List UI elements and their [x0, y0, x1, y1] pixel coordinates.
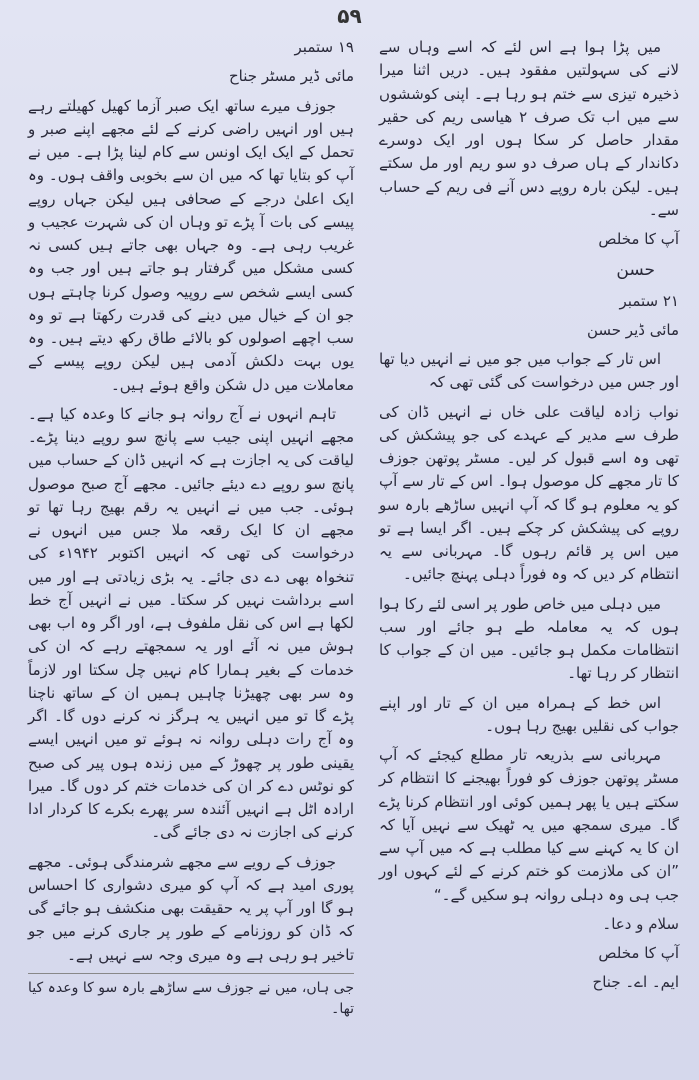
letter-paragraph: میں دہلی میں خاص طور پر اسی لئے رکا ہوا ہوں کہ یہ معاملہ طے ہو جائے اور سب انتظامات مکمل ہو جائیں۔ میں ان کے جواب کا انتظار کر رہا تھا۔	[379, 594, 679, 683]
footnote: جی ہاں، میں نے جوزف سے ساڑھے بارہ سو کا وعدہ کیا تھا۔	[28, 973, 354, 1021]
page-number: ۵۹	[337, 4, 362, 28]
letter-paragraph: تاہم انہوں نے آج روانہ ہو جانے کا وعدہ کیا ہے۔ مجھے انہیں اپنی جیب سے پانچ سو روپے دینا پڑے۔ لیاقت کی یہ اجازت ہے کہ انہیں ڈان کے حساب میں پانچ سو روپے دے دیئے جائیں۔ مجھے آج صبح موصول ہوئی۔ جب میں نے انہیں یہ رقم بھیج رہا تھا تو مجھے ان کا ایک رقعہ ملا جس میں انہوں نے درخواست کی تھی کہ انہیں اکتوبر ۱۹۴۲ء کی تنخواہ بھی دے دی جائے۔ یہ بڑی زیادتی ہے اور میں اسے برداشت نہیں کر سکتا۔ میں نے انہیں آج خط لکھا ہے اس کی نقل ملفوف ہے، اور اگر وہ اب بھی ہوش میں نہ آئے اور یہ سمجھتے رہے کہ ان کی خدمات کے بغیر ہمارا کام نہیں چل سکتا اور لازماً وہ سر بھی چھیڑنا چاہیں ہمیں ان کے ساتھ ناچنا پڑے گا تو میں انہیں یہ ہرگز نہ کرنے دوں گا۔ اگر وہ آج رات دہلی روانہ نہ ہوئے تو میں انہیں ایسے یقینی طور پر چھوڑ کے میں زندہ ہوں پیر کی صبح کو نوٹس دے کر ان کی خدمات ختم کر دوں گا۔ میرا ارادہ اٹل ہے انہیں آئندہ سر پھرے بکرے کا کردار ادا کرنے کی اجازت نہ دی جائے گی۔	[28, 404, 354, 842]
letter-salutation: مائی ڈیر مسٹر جناح	[229, 67, 354, 86]
letter-paragraph: اس خط کے ہمراہ میں ان کے تار اور اپنے جواب کی نقلیں بھیج رہا ہوں۔	[379, 693, 679, 735]
left-column	[28, 36, 354, 1021]
letter-closing: سلام و دعا۔	[602, 914, 679, 933]
letter-signature: حسن	[616, 260, 655, 281]
letter-continuation: میں پڑا ہوا ہے اس لئے کہ اسے وہاں سے لانے کی سہولتیں مفقود ہیں۔ دریں اثنا میرا ذخیرہ تیزی سے ختم ہو رہا ہے۔ اپنی کوششوں سے میں اب تک صرف ۲ ھیاسی ریم کی حقیر مقدار حاصل کر سکا ہوں اور ایک دوسرے دکاندار کے ہاں صرف دو سو ریم اور مل سکتے ہیں۔ لیکن بارہ روپے دس آنے فی ریم کے حساب سے۔	[379, 38, 679, 219]
letter-signoff: آپ کا مخلص	[598, 230, 679, 248]
letter-signature: ایم۔ اے۔ جناح	[592, 973, 679, 992]
letter-paragraph: نواب زادہ لیاقت علی خاں نے انہیں ڈان کی طرف سے مدیر کے عہدے کی جو پیشکش کی تھی وہ اسے قبول کر لیں۔ مسٹر پوتھن جوزف کا تار مجھے کل موصول ہوا۔ اس کے تار سے آپ کو یہ معلوم ہو گا کہ آپ انہیں ساڑھے بارہ سو روپے کی پیشکش کر چکے ہیں۔ اگر ایسا ہے تو میں اس پر قائم رہوں گا۔ مہربانی سے یہ انتظام کر دیں کہ وہ فوراً دہلی پہنچ جائیں۔	[379, 402, 679, 584]
letter-paragraph: جوزف کے رویے سے مجھے شرمندگی ہوئی۔ مجھے پوری امید ہے کہ آپ کو میری دشواری کا احساس ہو گا اور آپ پر یہ حقیقت بھی منکشف ہو جائے گی کہ ڈان کو روزنامے کے طور پر جاری کرنے میں جو تاخیر ہو رہی ہے وہ میری وجہ سے نہیں ہے۔	[28, 852, 354, 964]
letter-date: ۱۹ ستمبر	[294, 38, 354, 56]
letter-paragraph: جوزف میرے ساتھ ایک صبر آزما کھیل کھیلتے رہے ہیں اور انہیں راضی کرنے کے لئے مجھے اپنے صبر و تحمل کے ایک ایک اونس سے کام لینا پڑا ہے۔ میں نے آپ کو بتایا تھا کہ میں ان سے بخوبی واقف ہوں۔ وہ ایک اعلیٰ درجے کے صحافی ہیں لیکن جہاں روپے پیسے کی بات آ پڑے تو وہاں ان کی شہرت عجیب و غریب رہی ہے۔ وہ جہاں بھی جاتے ہیں کسی نہ کسی مشکل میں گرفتار ہو جاتے ہیں اور جب وہ کسی ایسے شخص سے روپیہ وصول کرنا چاہتے ہوں جو ان کے خیال میں دینے کی قدرت رکھتا ہے تو وہ سب اچھے اصولوں کو بالائے طاق رکھ دیتے ہیں۔ وہ یوں بہت دلکش آدمی ہیں لیکن روپے پیسے کے معاملات میں دل شکن واقع ہوئے ہیں۔	[28, 96, 354, 394]
letter-paragraph: اس تار کے جواب میں جو میں نے انہیں دیا تھا اور جس میں درخواست کی گئی تھی کہ	[379, 350, 679, 392]
right-column	[379, 36, 679, 1001]
letter-paragraph: مہربانی سے بذریعہ تار مطلع کیجئے کہ آپ مسٹر پوتھن جوزف کو فوراً بھیجنے کا انتظام کر سکتے ہیں یا پھر ہمیں کوئی اور انتظام کرنا پڑے گا۔ میری سمجھ میں یہ ٹھیک سے نہیں آیا کہ ان کا یہ کہنے سے کیا مطلب ہے کہ میں آپ سے ”ان کی ملازمت کو ختم کرنے کے لئے کہوں اور جب ہی وہ دہلی روانہ ہو سکیں گے۔“	[379, 746, 679, 904]
letter-date: ۲۱ ستمبر	[619, 291, 679, 310]
letter-signoff: آپ کا مخلص	[598, 944, 679, 963]
letter-salutation: مائی ڈیر حسن	[586, 320, 679, 339]
